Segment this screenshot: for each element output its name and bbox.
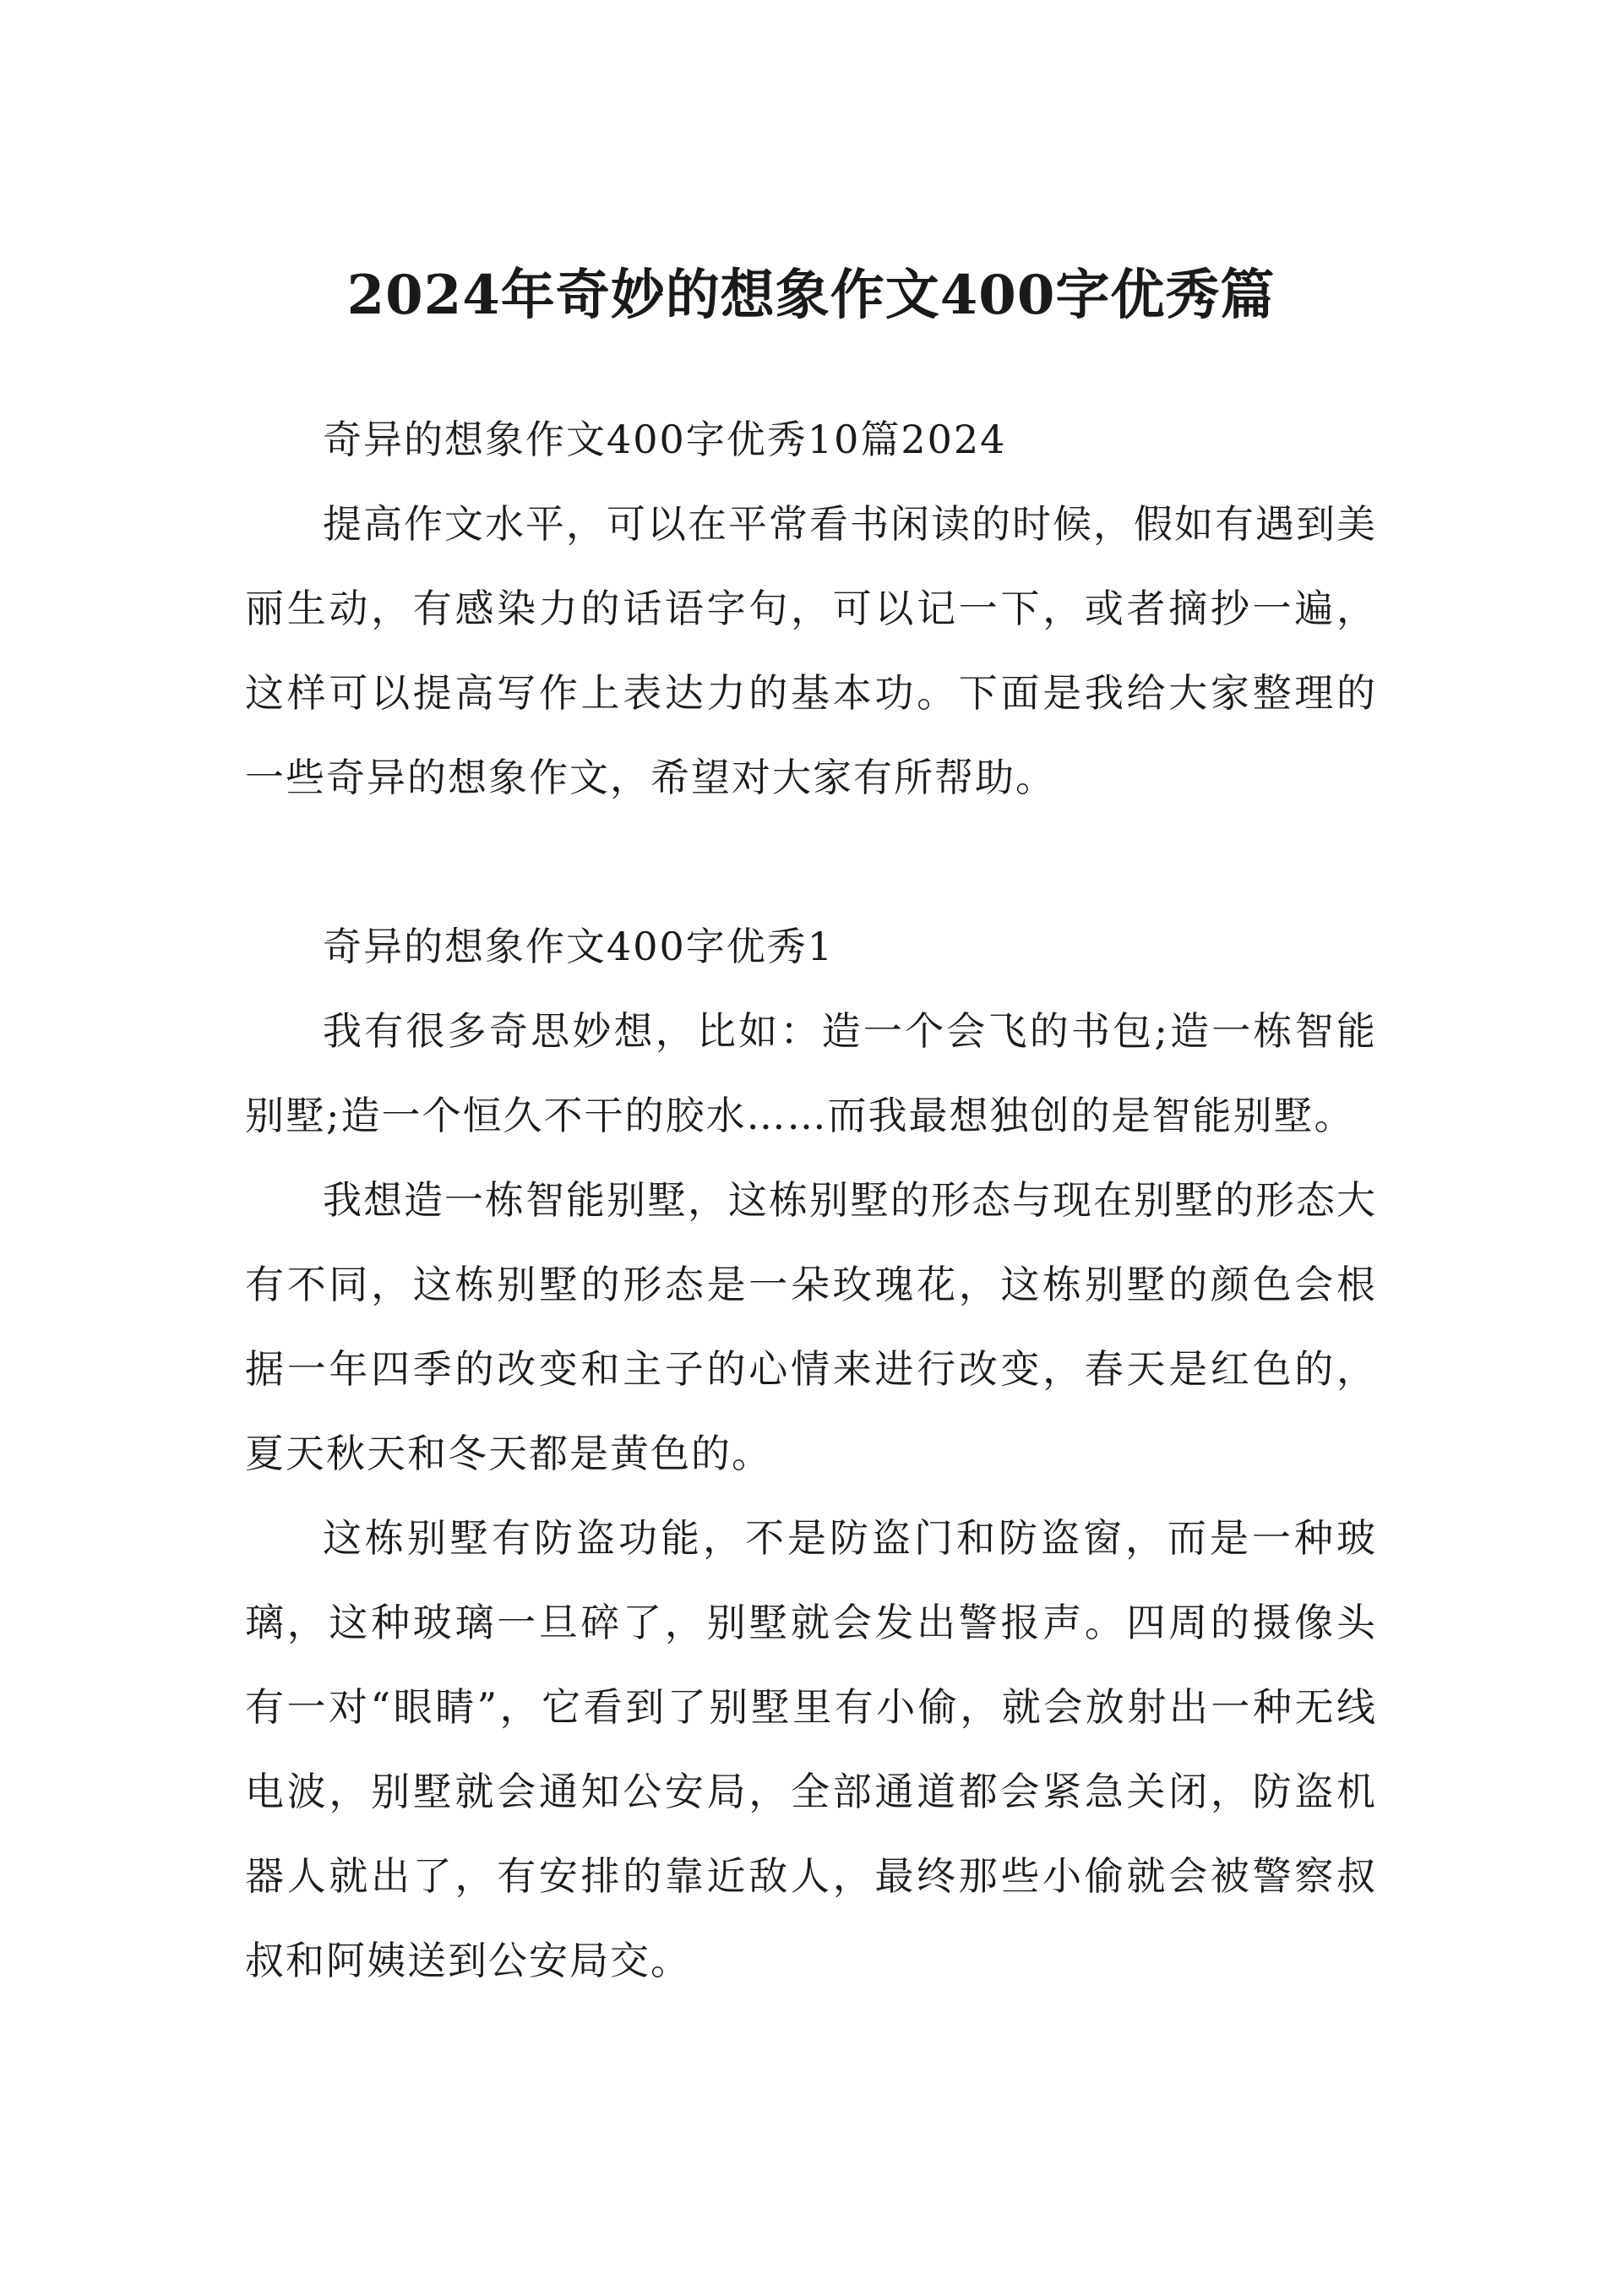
essay-heading: 奇异的想象作文400字优秀1 xyxy=(323,924,835,969)
essay-paragraph: 我想造一栋智能别墅，这栋别墅的形态与现在别墅的形态大有不同，这栋别墅的形态是一朵玫瑰花，这栋别墅的颜色会根据一年四季的改变和主子的心情来进行改变，春天是红色的，夏天秋天和冬天都是黄色的。 xyxy=(245,1177,1377,1476)
document-body xyxy=(245,397,1377,2003)
section-spacer xyxy=(245,820,1377,904)
intro-subtitle: 奇异的想象作文400字优秀10篇2024 xyxy=(323,417,1007,462)
essay-paragraph: 这栋别墅有防盗功能，不是防盗门和防盗窗，而是一种玻璃，这种玻璃一旦碎了，别墅就会发出警报声。四周的摄像头有一对“眼睛”，它看到了别墅里有小偷，就会放射出一种无线电波，别墅就会通知公安局，全部通道都会紧急关闭，防盗机器人就出了，有安排的靠近敌人，最终那些小偷就会被警察叔叔和阿姨送到公安局交。 xyxy=(245,1515,1377,1983)
essay-paragraph: 我有很多奇思妙想，比如：造一个会飞的书包;造一栋智能别墅;造一个恒久不干的胶水……而我最想独创的是智能别墅。 xyxy=(245,1008,1377,1138)
intro-paragraph: 提高作文水平，可以在平常看书闲读的时候，假如有遇到美丽生动，有感染力的话语字句，可以记一下，或者摘抄一遍，这样可以提高写作上表达力的基本功。下面是我给大家整理的一些奇异的想象作文，希望对大家有所帮助。 xyxy=(245,501,1377,800)
document-title: 2024年奇妙的想象作文400字优秀篇 xyxy=(346,264,1276,327)
